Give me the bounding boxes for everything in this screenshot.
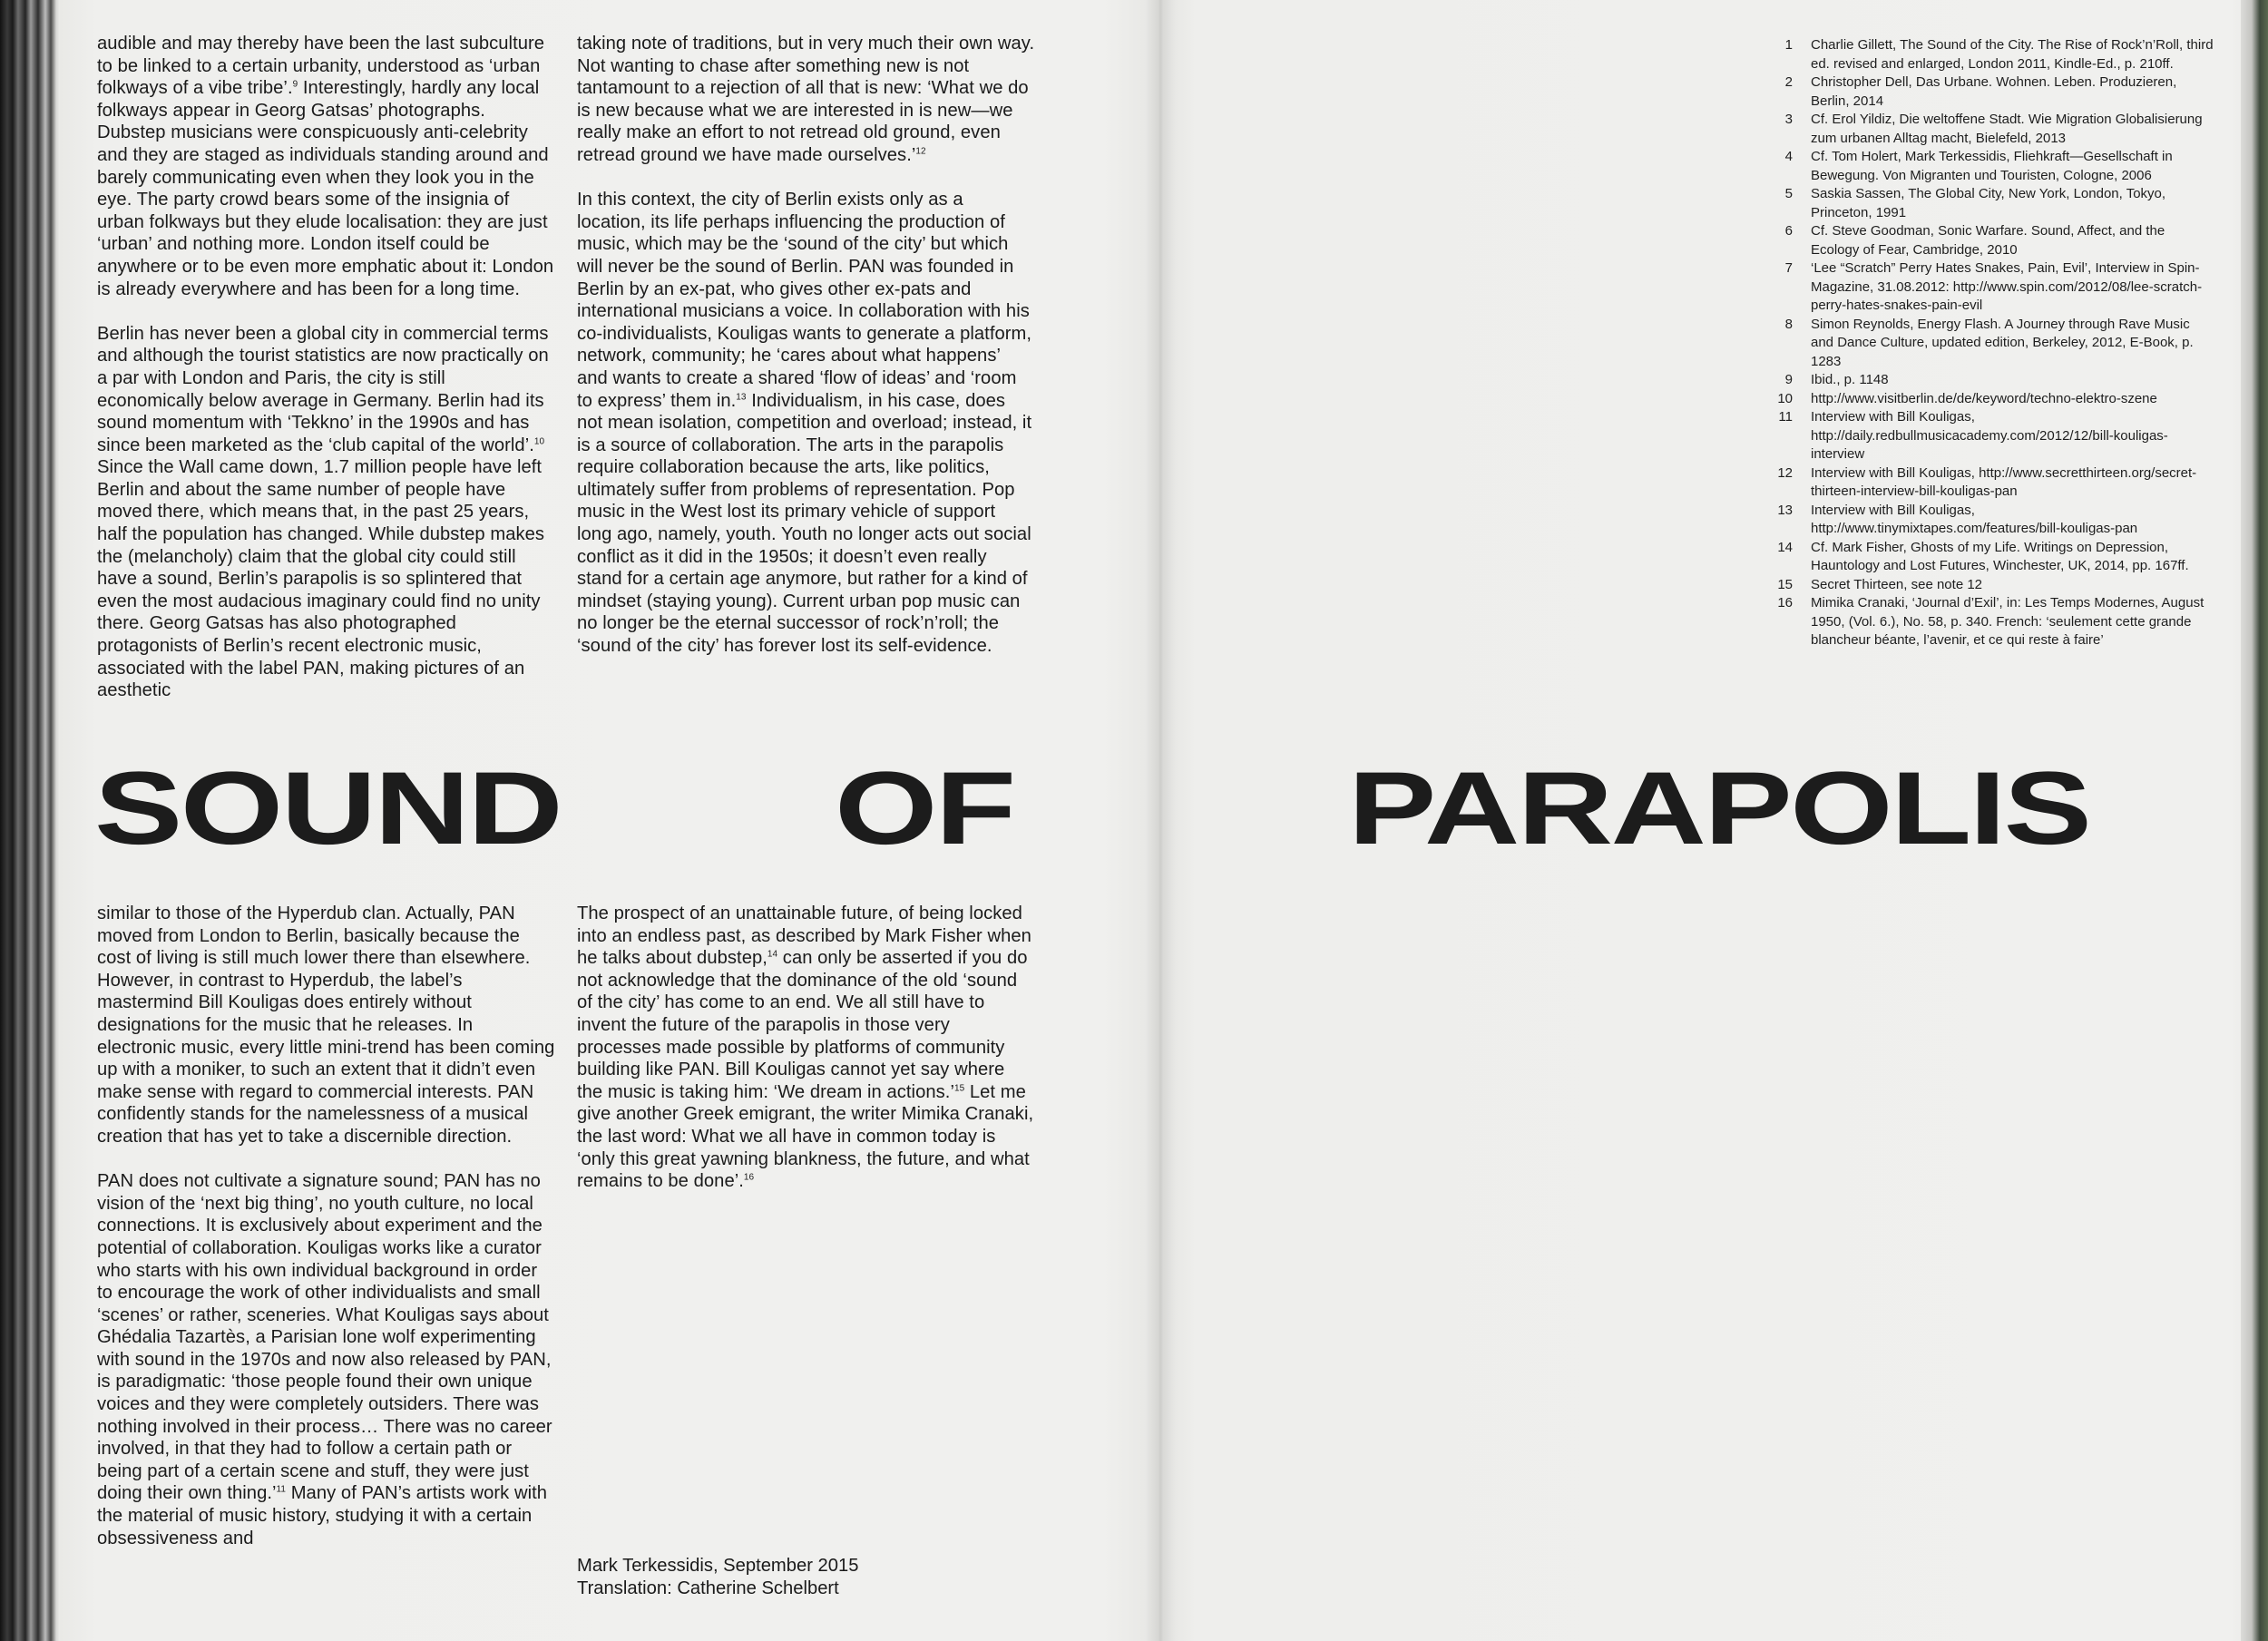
- footnote-item: [1760, 390, 2214, 409]
- footnote-text: Ibid., p. 1148: [1811, 372, 1889, 387]
- footnote-item: [1760, 464, 2214, 502]
- text-run: Since the Wall came down, 1.7 million people have left Berlin and about the same number of people have moved there, which means that, in the past 25 years, half the population has changed. While dubstep makes the (melancholy) claim that the global city could still have a sound, Berlin’s parapolis is so splintered that even the most audacious imaginary could find no unity there. Georg Gatsas has also photographed protagonists of Berlin’s recent electronic music, associated with the label PAN, making pictures of an aesthetic: [97, 457, 545, 701]
- text-column-bottom-right: [577, 903, 1035, 1193]
- book-gutter: [1145, 0, 1176, 1641]
- footnote-number: 10: [1777, 390, 1793, 406]
- footnote-text: Saskia Sassen, The Global City, New York, London, Tokyo, Princeton, 1991: [1811, 186, 2166, 220]
- footnote-text: http://www.visitberlin.de/de/keyword/techno-elektro-szene: [1811, 390, 2157, 406]
- footnote-ref: 11: [276, 1484, 287, 1495]
- footnote-number: 15: [1777, 576, 1793, 592]
- paragraph: [97, 903, 555, 1148]
- footnote-item: [1760, 576, 2214, 595]
- footnote-ref: 13: [736, 391, 747, 402]
- footnote-ref: 10: [533, 435, 545, 446]
- text-run: audible and may thereby have been the last subculture to be linked to a certain urbanity, understood as ‘urban folkways of a vibe tribe’.: [97, 34, 545, 99]
- text-run: Interestingly, hardly any local folkways appear in Georg Gatsas’ photographs. Dubstep musicians were conspicuously anti-celebrity and they are staged as individuals standing around and barely communicating even when they look you in the eye. The party crowd bears some of the insignia of urban folkways but they elude localisation: they are just ‘urban’ and nothing more. London itself could be anywhere or to be even more emphatic about it: London is already everywhere and has been for a long time.: [97, 78, 554, 299]
- footnote-text: Interview with Bill Kouligas, http://www.tinymixtapes.com/features/bill-kouligas-pan: [1811, 502, 2138, 536]
- text-column-top-left: [97, 33, 555, 702]
- footnote-item: [1760, 73, 2214, 111]
- text-run: The prospect of an unattainable future, of being locked into an endless past, as described by Mark Fisher when he talks about dubstep,: [577, 904, 1031, 969]
- footnote-text: Christopher Dell, Das Urbane. Wohnen. Leben. Produzieren, Berlin, 2014: [1811, 74, 2177, 109]
- footnote-item: [1760, 36, 2214, 73]
- paragraph: [577, 903, 1035, 1193]
- text-column-top-right: [577, 33, 1035, 658]
- footnote-item: [1760, 148, 2214, 185]
- footnote-text: Interview with Bill Kouligas, http://www.secretthirteen.org/secret-thirteen-interview-bill-kouligas-pan: [1811, 464, 2197, 499]
- footnote-ref: 16: [743, 1172, 755, 1183]
- footnote-number: 14: [1777, 539, 1793, 555]
- text-column-bottom-left: [97, 903, 555, 1549]
- footnote-ref: 12: [915, 146, 926, 157]
- author-credit: [577, 1555, 858, 1599]
- text-run: Berlin has never been a global city in commercial terms and although the tourist statistics are now practically on a par with London and Paris, the city is still economically below average in Germany. Berlin had its sound momentum with ‘Tekkno’ in the 1990s and has since been marketed as the ‘club capital of the world’.: [97, 323, 549, 455]
- footnote-text: Cf. Mark Fisher, Ghosts of my Life. Writings on Depression, Hauntology and Lost Futures, Winchester, UK, 2014, pp. 167ff.: [1811, 539, 2189, 573]
- footnote-number: 2: [1784, 74, 1793, 90]
- footnote-number: 4: [1784, 149, 1793, 164]
- footnote-number: 7: [1784, 260, 1793, 276]
- footnote-ref: 9: [292, 79, 298, 90]
- footnote-item: [1760, 259, 2214, 316]
- headline-word-of: OF: [835, 751, 1014, 866]
- footnote-text: Cf. Erol Yildiz, Die weltoffene Stadt. Wie Migration Globalisierung zum urbanen Alltag macht, Bielefeld, 2013: [1811, 112, 2203, 146]
- text-run: Many of PAN’s artists work with the material of music history, studying it with a certain obsessiveness and: [97, 1483, 548, 1548]
- footnotes-list: [1760, 36, 2214, 650]
- headline-word-sound: SOUND: [94, 751, 562, 866]
- text-run: can only be asserted if you do not acknowledge that the dominance of the old ‘sound of the city’ has come to an end. We all still have to invent the future of the parapolis in those very processes made possible by platforms of community building like PAN. Bill Kouligas cannot yet say where the music is taking him: ‘We dream in actions.’: [577, 948, 1028, 1102]
- footnote-text: Charlie Gillett, The Sound of the City. The Rise of Rock’n’Roll, third ed. revised and enlarged, London 2011, Kindle-Ed., p. 210ff.: [1811, 37, 2214, 72]
- footnote-item: [1760, 594, 2214, 650]
- footnote-text: Mimika Cranaki, ‘Journal d’Exil’, in: Les Temps Modernes, August 1950, (Vol. 6.), No. 58, p. 340. French: ‘seulement cette grande blancheur béante, l’avenir, et ce qui reste à faire’: [1811, 595, 2204, 648]
- paragraph: [97, 33, 555, 300]
- footnote-number: 6: [1784, 223, 1793, 239]
- footnote-number: 1: [1784, 37, 1793, 53]
- text-run: similar to those of the Hyperdub clan. Actually, PAN moved from London to Berlin, basically because the cost of living is still much lower there than elsewhere. However, in contrast to Hyperdub, the label’s mastermind Bill Kouligas does entirely without designations for the music that he releases. In electronic music, every little mini-trend has been coming up with a moniker, to such an extent that it didn’t even make sense with regard to commercial interests. PAN confidently stands for the namelessness of a musical creation that has yet to take a discernible direction.: [97, 904, 555, 1147]
- paragraph: [97, 323, 555, 702]
- footnote-item: [1760, 502, 2214, 539]
- text-run: Individualism, in his case, does not mean isolation, competition and overload; instead, it is a source of collaboration. The arts in the parapolis require collaboration because the arts, like politics, ultimately suffer from problems of representation. Pop music in the West lost its primary vehicle of support long ago, namely, youth. Youth no longer acts out social conflict as it did in the 1950s; it doesn’t even really stand for a certain age anymore, but rather for a kind of mindset (staying young). Current urban pop music can no longer be the eternal successor of rock’n’roll; the ‘sound of the city’ has forever lost its self-evidence.: [577, 390, 1032, 657]
- footnote-number: 16: [1777, 595, 1793, 610]
- footnote-item: [1760, 222, 2214, 259]
- footnote-text: Interview with Bill Kouligas, http://daily.redbullmusicacademy.com/2012/12/bill-kouligas-interview: [1811, 409, 2168, 462]
- footnote-number: 5: [1784, 186, 1793, 201]
- paragraph: [577, 33, 1035, 167]
- footnote-item: [1760, 371, 2214, 390]
- footnote-item: [1760, 185, 2214, 222]
- footnote-text: Cf. Tom Holert, Mark Terkessidis, Fliehkraft—Gesellschaft in Bewegung. Von Migranten und Touristen, Cologne, 2006: [1811, 149, 2173, 183]
- footnote-item: [1760, 539, 2214, 576]
- footnote-number: 11: [1778, 409, 1793, 425]
- right-page-edge: [2241, 0, 2268, 1641]
- footnote-text: Secret Thirteen, see note 12: [1811, 576, 1983, 592]
- translation-line: Translation: Catherine Schelbert: [577, 1578, 839, 1598]
- footnote-ref: 15: [953, 1083, 965, 1094]
- footnote-text: Cf. Steve Goodman, Sonic Warfare. Sound, Affect, and the Ecology of Fear, Cambridge, 2010: [1811, 223, 2165, 258]
- text-run: Let me give another Greek emigrant, the writer Mimika Cranaki, the last word: What we all have in common today is ‘only this great yawning blankness, the future, and what remains to be done’.: [577, 1081, 1034, 1192]
- text-run: PAN does not cultivate a signature sound; PAN has no vision of the ‘next big thing’, no youth culture, no local connections. It is exclusively about experiment and the potential of collaboration. Kouligas works like a curator who starts with his own individual background in order to encourage the work of other individualists and small ‘scenes’ or rather, sceneries. What Kouligas says about Ghédalia Tazartès, a Parisian lone wolf experimenting with sound in the 1970s and now also released by PAN, is paradigmatic: ‘those people found their own unique voices and they were completely outsiders. There was nothing involved in their process… There was no career involved, in that they had to follow a certain path or being part of a certain scene and stuff, they were just doing their own thing.’: [97, 1171, 552, 1504]
- footnote-ref: 14: [767, 949, 778, 960]
- author-line: Mark Terkessidis, September 2015: [577, 1556, 859, 1576]
- footnote-item: [1760, 111, 2214, 148]
- footnote-item: [1760, 408, 2214, 464]
- page-stack-edge: [0, 0, 60, 1641]
- text-run: taking note of traditions, but in very much their own way. Not wanting to chase after something new is not tantamount to a rejection of all that is new: ‘What we do is new because what we are interested in is new—we really make an effort to not retread old ground, even retread ground we have made ourselves.’: [577, 34, 1035, 165]
- footnote-number: 9: [1784, 372, 1793, 387]
- footnote-number: 3: [1784, 112, 1793, 127]
- footnote-number: 13: [1777, 502, 1793, 518]
- headline-word-parapolis: PARAPOLIS: [1348, 751, 2090, 866]
- paragraph: [577, 189, 1035, 657]
- paragraph: [97, 1170, 555, 1549]
- footnote-item: [1760, 316, 2214, 372]
- text-run: In this context, the city of Berlin exists only as a location, its life perhaps influencing the production of music, which may be the ‘sound of the city’ but which will never be the sound of Berlin. PAN was founded in Berlin by an ex-pat, who gives other ex-pats and international musicians a voice. In collaboration with his co-individualists, Kouligas wants to generate a platform, network, community; he ‘cares about what happens’ and wants to create a shared ‘flow of ideas’ and ‘room to express’ them in.: [577, 190, 1032, 411]
- footnote-number: 8: [1784, 316, 1793, 332]
- footnote-text: ‘Lee “Scratch” Perry Hates Snakes, Pain, Evil’, Interview in Spin-Magazine, 31.08.2012: http://www.spin.com/2012/08/lee-scratch-perry-hates-snakes-pain-evil: [1811, 260, 2203, 313]
- footnote-number: 12: [1777, 464, 1793, 481]
- footnote-text: Simon Reynolds, Energy Flash. A Journey through Rave Music and Dance Culture, updated edition, Berkeley, 2012, E-Book, p. 1283: [1811, 316, 2194, 369]
